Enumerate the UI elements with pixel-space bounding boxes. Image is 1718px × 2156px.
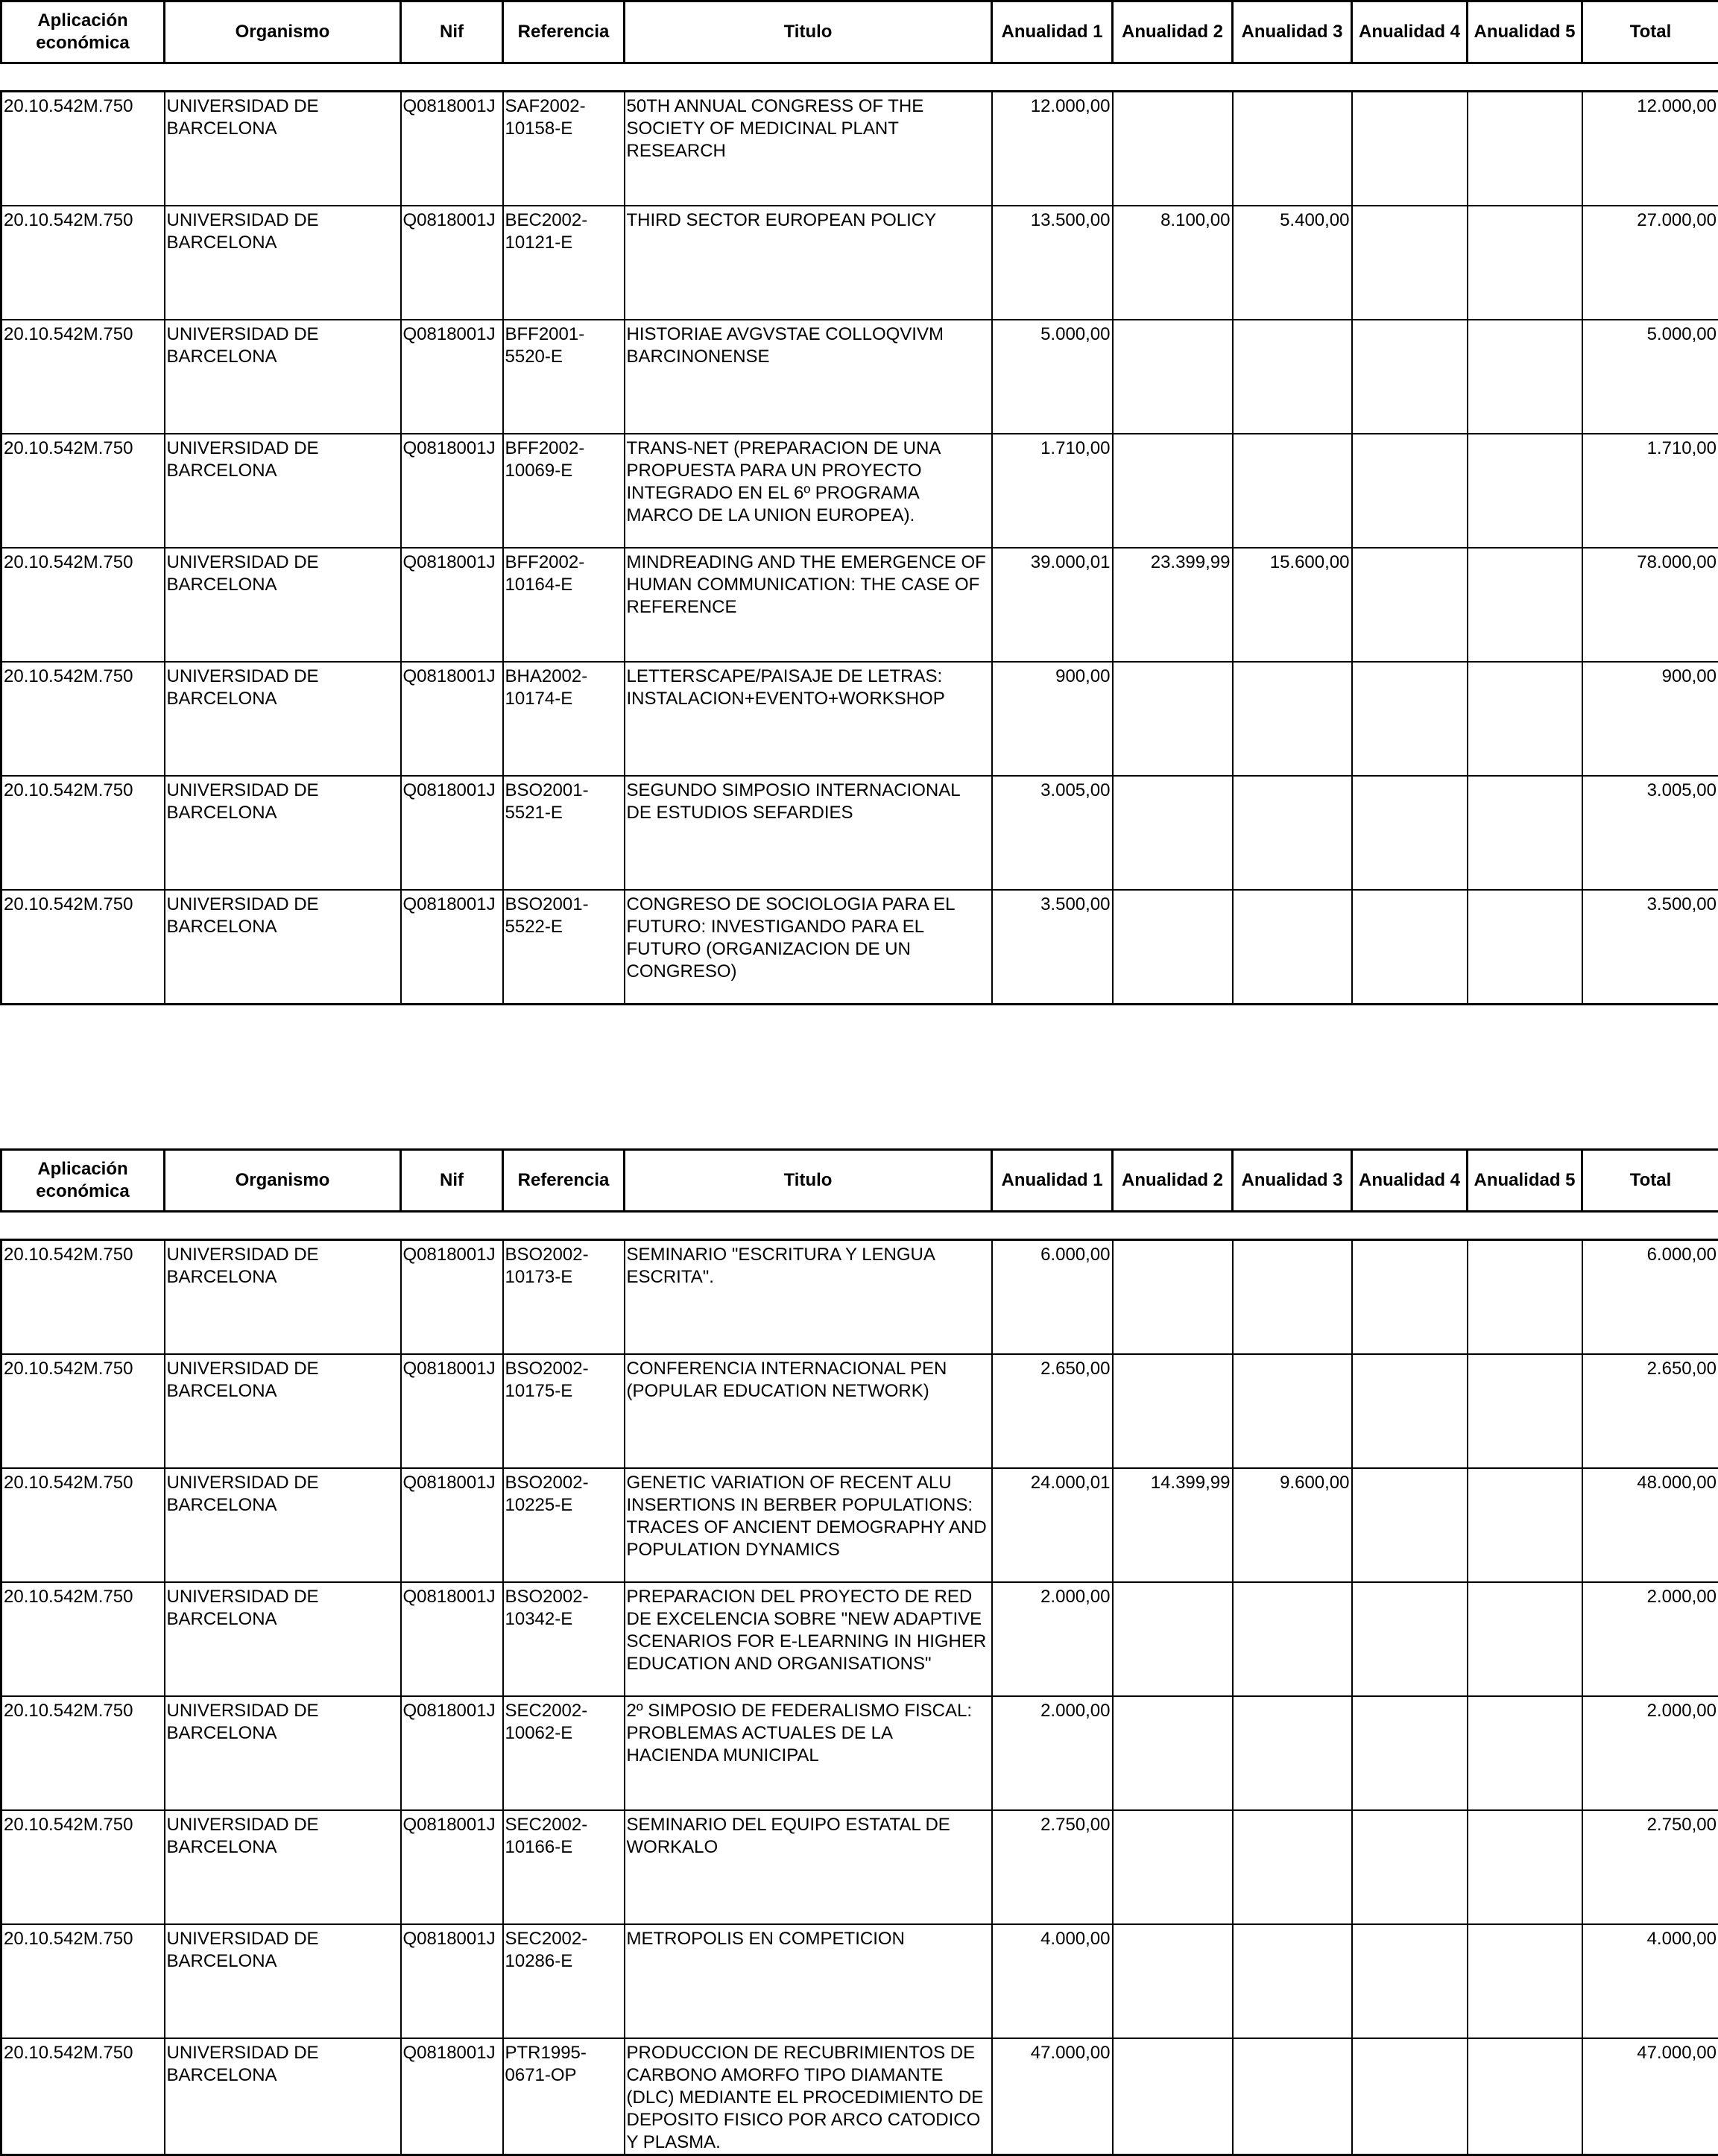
cell-anualidad-3: 9.600,00: [1233, 1468, 1352, 1582]
cell-titulo: SEMINARIO DEL EQUIPO ESTATAL DE WORKALO: [625, 1810, 992, 1924]
cell-total: 3.005,00: [1582, 776, 1718, 890]
cell-organismo: UNIVERSIDAD DE BARCELONA: [165, 662, 401, 776]
cell-referencia: SEC2002-10166-E: [503, 1810, 625, 1924]
cell-anualidad-2: [1113, 320, 1233, 434]
cell-anualidad-2: [1113, 434, 1233, 548]
cell-anualidad-1: 1.710,00: [992, 434, 1113, 548]
header-anualidad-5: Anualidad 5: [1468, 1150, 1582, 1212]
cell-anualidad-5: [1468, 1924, 1582, 2038]
cell-referencia: BFF2002-10069-E: [503, 434, 625, 548]
cell-total: 47.000,00: [1582, 2038, 1718, 2155]
cell-nif: Q0818001J: [401, 434, 503, 548]
cell-anualidad-4: [1352, 1240, 1468, 1355]
header-anualidad-4: Anualidad 4: [1352, 1, 1468, 63]
cell-aplicacion: 20.10.542M.750: [1, 1354, 165, 1468]
cell-anualidad-2: [1113, 662, 1233, 776]
cell-aplicacion: 20.10.542M.750: [1, 1810, 165, 1924]
cell-anualidad-2: [1113, 776, 1233, 890]
cell-anualidad-5: [1468, 662, 1582, 776]
cell-anualidad-4: [1352, 776, 1468, 890]
cell-anualidad-5: [1468, 1696, 1582, 1810]
cell-aplicacion: 20.10.542M.750: [1, 1240, 165, 1355]
cell-nif: Q0818001J: [401, 1924, 503, 2038]
table-row: [1, 1354, 1718, 1468]
cell-anualidad-1: 2.750,00: [992, 1810, 1113, 1924]
cell-titulo: SEGUNDO SIMPOSIO INTERNACIONAL DE ESTUDIOS SEFARDIES: [625, 776, 992, 890]
cell-anualidad-3: [1233, 1240, 1352, 1355]
cell-anualidad-4: [1352, 206, 1468, 320]
cell-anualidad-1: 3.005,00: [992, 776, 1113, 890]
cell-anualidad-2: 8.100,00: [1113, 206, 1233, 320]
table-row: [1, 1696, 1718, 1810]
cell-anualidad-3: [1233, 890, 1352, 1005]
cell-anualidad-5: [1468, 92, 1582, 206]
cell-nif: Q0818001J: [401, 1240, 503, 1355]
cell-anualidad-3: [1233, 1696, 1352, 1810]
cell-anualidad-5: [1468, 1354, 1582, 1468]
cell-aplicacion: 20.10.542M.750: [1, 434, 165, 548]
cell-nif: Q0818001J: [401, 1696, 503, 1810]
cell-anualidad-5: [1468, 434, 1582, 548]
cell-nif: Q0818001J: [401, 776, 503, 890]
cell-aplicacion: 20.10.542M.750: [1, 206, 165, 320]
cell-anualidad-4: [1352, 1582, 1468, 1696]
cell-total: 6.000,00: [1582, 1240, 1718, 1355]
cell-anualidad-1: 39.000,01: [992, 548, 1113, 662]
header-aplicacion: Aplicación económica: [1, 1, 165, 63]
table-row: [1, 434, 1718, 548]
header-anualidad-1: Anualidad 1: [992, 1150, 1113, 1212]
cell-anualidad-4: [1352, 1924, 1468, 2038]
cell-organismo: UNIVERSIDAD DE BARCELONA: [165, 1582, 401, 1696]
cell-anualidad-3: [1233, 92, 1352, 206]
table-row: [1, 1582, 1718, 1696]
cell-anualidad-4: [1352, 92, 1468, 206]
cell-organismo: UNIVERSIDAD DE BARCELONA: [165, 1810, 401, 1924]
cell-aplicacion: 20.10.542M.750: [1, 2038, 165, 2155]
cell-referencia: BFF2002-10164-E: [503, 548, 625, 662]
cell-anualidad-5: [1468, 1240, 1582, 1355]
cell-anualidad-5: [1468, 776, 1582, 890]
cell-anualidad-3: [1233, 662, 1352, 776]
cell-referencia: SEC2002-10062-E: [503, 1696, 625, 1810]
cell-organismo: UNIVERSIDAD DE BARCELONA: [165, 1240, 401, 1355]
cell-anualidad-2: [1113, 1696, 1233, 1810]
header-anualidad-1: Anualidad 1: [992, 1, 1113, 63]
header-anualidad-2: Anualidad 2: [1113, 1150, 1233, 1212]
cell-referencia: BSO2001-5521-E: [503, 776, 625, 890]
cell-organismo: UNIVERSIDAD DE BARCELONA: [165, 320, 401, 434]
header-nif: Nif: [401, 1, 503, 63]
header-anualidad-3: Anualidad 3: [1233, 1, 1352, 63]
cell-referencia: BSO2001-5522-E: [503, 890, 625, 1005]
cell-nif: Q0818001J: [401, 1810, 503, 1924]
cell-anualidad-1: 24.000,01: [992, 1468, 1113, 1582]
header-anualidad-4: Anualidad 4: [1352, 1150, 1468, 1212]
cell-anualidad-4: [1352, 1468, 1468, 1582]
table-row: [1, 206, 1718, 320]
cell-anualidad-2: [1113, 1810, 1233, 1924]
header-referencia: Referencia: [503, 1150, 625, 1212]
header-total: Total: [1582, 1150, 1718, 1212]
cell-organismo: UNIVERSIDAD DE BARCELONA: [165, 890, 401, 1005]
cell-anualidad-5: [1468, 1468, 1582, 1582]
cell-total: 2.650,00: [1582, 1354, 1718, 1468]
cell-aplicacion: 20.10.542M.750: [1, 92, 165, 206]
cell-anualidad-5: [1468, 206, 1582, 320]
cell-organismo: UNIVERSIDAD DE BARCELONA: [165, 548, 401, 662]
cell-nif: Q0818001J: [401, 890, 503, 1005]
cell-referencia: BSO2002-10175-E: [503, 1354, 625, 1468]
cell-anualidad-4: [1352, 890, 1468, 1005]
cell-nif: Q0818001J: [401, 206, 503, 320]
cell-anualidad-3: [1233, 1354, 1352, 1468]
cell-anualidad-2: [1113, 1240, 1233, 1355]
cell-anualidad-4: [1352, 1354, 1468, 1468]
table-row: [1, 320, 1718, 434]
header-total: Total: [1582, 1, 1718, 63]
cell-anualidad-1: 3.500,00: [992, 890, 1113, 1005]
cell-anualidad-4: [1352, 1810, 1468, 1924]
cell-anualidad-3: [1233, 1924, 1352, 2038]
cell-titulo: 50TH ANNUAL CONGRESS OF THE SOCIETY OF MEDICINAL PLANT RESEARCH: [625, 92, 992, 206]
cell-titulo: CONGRESO DE SOCIOLOGIA PARA EL FUTURO: INVESTIGANDO PARA EL FUTURO (ORGANIZACION DE UN CONGRESO): [625, 890, 992, 1005]
cell-anualidad-3: [1233, 2038, 1352, 2155]
cell-total: 900,00: [1582, 662, 1718, 776]
cell-titulo: GENETIC VARIATION OF RECENT ALU INSERTIONS IN BERBER POPULATIONS: TRACES OF ANCIENT DEMOGRAPHY AND POPULATION DYNAMICS: [625, 1468, 992, 1582]
cell-anualidad-3: 15.600,00: [1233, 548, 1352, 662]
cell-anualidad-1: 2.000,00: [992, 1582, 1113, 1696]
cell-referencia: BHA2002-10174-E: [503, 662, 625, 776]
cell-total: 12.000,00: [1582, 92, 1718, 206]
cell-titulo: MINDREADING AND THE EMERGENCE OF HUMAN COMMUNICATION: THE CASE OF REFERENCE: [625, 548, 992, 662]
cell-aplicacion: 20.10.542M.750: [1, 776, 165, 890]
cell-titulo: LETTERSCAPE/PAISAJE DE LETRAS: INSTALACION+EVENTO+WORKSHOP: [625, 662, 992, 776]
cell-titulo: HISTORIAE AVGVSTAE COLLOQVIVM BARCINONENSE: [625, 320, 992, 434]
cell-anualidad-1: 2.000,00: [992, 1696, 1113, 1810]
cell-nif: Q0818001J: [401, 662, 503, 776]
cell-nif: Q0818001J: [401, 320, 503, 434]
header-organismo: Organismo: [165, 1, 401, 63]
cell-titulo: METROPOLIS EN COMPETICION: [625, 1924, 992, 2038]
cell-organismo: UNIVERSIDAD DE BARCELONA: [165, 776, 401, 890]
table-row: [1, 1240, 1718, 1355]
cell-anualidad-3: [1233, 776, 1352, 890]
table-body-1: [0, 90, 1718, 1005]
cell-total: 2.000,00: [1582, 1582, 1718, 1696]
cell-anualidad-5: [1468, 548, 1582, 662]
cell-aplicacion: 20.10.542M.750: [1, 1924, 165, 2038]
cell-anualidad-2: [1113, 1354, 1233, 1468]
cell-anualidad-2: [1113, 92, 1233, 206]
header-aplicacion: Aplicación económica: [1, 1150, 165, 1212]
table-row: [1, 776, 1718, 890]
cell-total: 1.710,00: [1582, 434, 1718, 548]
header-anualidad-2: Anualidad 2: [1113, 1, 1233, 63]
cell-anualidad-1: 6.000,00: [992, 1240, 1113, 1355]
cell-nif: Q0818001J: [401, 1468, 503, 1582]
cell-anualidad-3: [1233, 1582, 1352, 1696]
cell-aplicacion: 20.10.542M.750: [1, 1696, 165, 1810]
cell-anualidad-3: [1233, 1810, 1352, 1924]
cell-titulo: 2º SIMPOSIO DE FEDERALISMO FISCAL: PROBLEMAS ACTUALES DE LA HACIENDA MUNICIPAL: [625, 1696, 992, 1810]
header-anualidad-5: Anualidad 5: [1468, 1, 1582, 63]
cell-aplicacion: 20.10.542M.750: [1, 890, 165, 1005]
cell-organismo: UNIVERSIDAD DE BARCELONA: [165, 1696, 401, 1810]
cell-nif: Q0818001J: [401, 1354, 503, 1468]
cell-titulo: TRANS-NET (PREPARACION DE UNA PROPUESTA PARA UN PROYECTO INTEGRADO EN EL 6º PROGRAMA MARCO DE LA UNION EUROPEA).: [625, 434, 992, 548]
cell-titulo: THIRD SECTOR EUROPEAN POLICY: [625, 206, 992, 320]
cell-total: 2.000,00: [1582, 1696, 1718, 1810]
cell-aplicacion: 20.10.542M.750: [1, 662, 165, 776]
cell-total: 48.000,00: [1582, 1468, 1718, 1582]
cell-anualidad-1: 12.000,00: [992, 92, 1113, 206]
cell-anualidad-3: [1233, 434, 1352, 548]
cell-anualidad-2: [1113, 2038, 1233, 2155]
cell-referencia: BFF2001-5520-E: [503, 320, 625, 434]
cell-referencia: BSO2002-10342-E: [503, 1582, 625, 1696]
cell-anualidad-4: [1352, 1696, 1468, 1810]
cell-titulo: PRODUCCION DE RECUBRIMIENTOS DE CARBONO AMORFO TIPO DIAMANTE (DLC) MEDIANTE EL PROCEDIMIENTO DE DEPOSITO FISICO POR ARCO CATODICO Y PLASMA.: [625, 2038, 992, 2155]
cell-anualidad-1: 900,00: [992, 662, 1113, 776]
cell-anualidad-1: 13.500,00: [992, 206, 1113, 320]
cell-aplicacion: 20.10.542M.750: [1, 548, 165, 662]
table-row: [1, 1924, 1718, 2038]
table-row: [1, 1810, 1718, 1924]
cell-titulo: PREPARACION DEL PROYECTO DE RED DE EXCELENCIA SOBRE "NEW ADAPTIVE SCENARIOS FOR E-LEARNING IN HIGHER EDUCATION AND ORGANISATIONS": [625, 1582, 992, 1696]
cell-nif: Q0818001J: [401, 1582, 503, 1696]
cell-organismo: UNIVERSIDAD DE BARCELONA: [165, 92, 401, 206]
cell-anualidad-4: [1352, 2038, 1468, 2155]
header-titulo: Titulo: [625, 1, 992, 63]
cell-anualidad-1: 5.000,00: [992, 320, 1113, 434]
table-row: [1, 890, 1718, 1005]
cell-anualidad-5: [1468, 890, 1582, 1005]
cell-anualidad-5: [1468, 320, 1582, 434]
cell-titulo: SEMINARIO "ESCRITURA Y LENGUA ESCRITA".: [625, 1240, 992, 1355]
cell-organismo: UNIVERSIDAD DE BARCELONA: [165, 1354, 401, 1468]
cell-aplicacion: 20.10.542M.750: [1, 320, 165, 434]
cell-referencia: PTR1995-0671-OP: [503, 2038, 625, 2155]
cell-anualidad-2: [1113, 1582, 1233, 1696]
cell-anualidad-1: 4.000,00: [992, 1924, 1113, 2038]
table-row: [1, 548, 1718, 662]
cell-organismo: UNIVERSIDAD DE BARCELONA: [165, 1924, 401, 2038]
cell-total: 27.000,00: [1582, 206, 1718, 320]
cell-nif: Q0818001J: [401, 2038, 503, 2155]
table-row: [1, 2038, 1718, 2155]
cell-aplicacion: 20.10.542M.750: [1, 1468, 165, 1582]
cell-anualidad-2: 14.399,99: [1113, 1468, 1233, 1582]
cell-anualidad-1: 2.650,00: [992, 1354, 1113, 1468]
cell-organismo: UNIVERSIDAD DE BARCELONA: [165, 434, 401, 548]
cell-total: 2.750,00: [1582, 1810, 1718, 1924]
cell-anualidad-4: [1352, 320, 1468, 434]
cell-anualidad-5: [1468, 1810, 1582, 1924]
header-anualidad-3: Anualidad 3: [1233, 1150, 1352, 1212]
cell-referencia: BSO2002-10225-E: [503, 1468, 625, 1582]
cell-anualidad-5: [1468, 1582, 1582, 1696]
cell-aplicacion: 20.10.542M.750: [1, 1582, 165, 1696]
cell-nif: Q0818001J: [401, 92, 503, 206]
cell-anualidad-4: [1352, 548, 1468, 662]
header-titulo: Titulo: [625, 1150, 992, 1212]
table-row: [1, 92, 1718, 206]
cell-total: 4.000,00: [1582, 1924, 1718, 2038]
cell-anualidad-5: [1468, 2038, 1582, 2155]
cell-total: 3.500,00: [1582, 890, 1718, 1005]
cell-anualidad-4: [1352, 662, 1468, 776]
cell-anualidad-3: [1233, 320, 1352, 434]
table-header-2: [0, 1148, 1718, 1213]
table-row: [1, 662, 1718, 776]
cell-organismo: UNIVERSIDAD DE BARCELONA: [165, 1468, 401, 1582]
table-header-1: [0, 0, 1718, 64]
cell-referencia: BEC2002-10121-E: [503, 206, 625, 320]
cell-total: 5.000,00: [1582, 320, 1718, 434]
cell-anualidad-2: 23.399,99: [1113, 548, 1233, 662]
header-organismo: Organismo: [165, 1150, 401, 1212]
cell-titulo: CONFERENCIA INTERNACIONAL PEN (POPULAR EDUCATION NETWORK): [625, 1354, 992, 1468]
cell-referencia: SAF2002-10158-E: [503, 92, 625, 206]
header-referencia: Referencia: [503, 1, 625, 63]
table-body-2: [0, 1239, 1718, 2156]
cell-anualidad-1: 47.000,00: [992, 2038, 1113, 2155]
cell-organismo: UNIVERSIDAD DE BARCELONA: [165, 2038, 401, 2155]
header-nif: Nif: [401, 1150, 503, 1212]
cell-anualidad-4: [1352, 434, 1468, 548]
cell-referencia: BSO2002-10173-E: [503, 1240, 625, 1355]
cell-anualidad-2: [1113, 890, 1233, 1005]
table-row: [1, 1468, 1718, 1582]
cell-total: 78.000,00: [1582, 548, 1718, 662]
cell-organismo: UNIVERSIDAD DE BARCELONA: [165, 206, 401, 320]
cell-nif: Q0818001J: [401, 548, 503, 662]
cell-referencia: SEC2002-10286-E: [503, 1924, 625, 2038]
cell-anualidad-3: 5.400,00: [1233, 206, 1352, 320]
cell-anualidad-2: [1113, 1924, 1233, 2038]
